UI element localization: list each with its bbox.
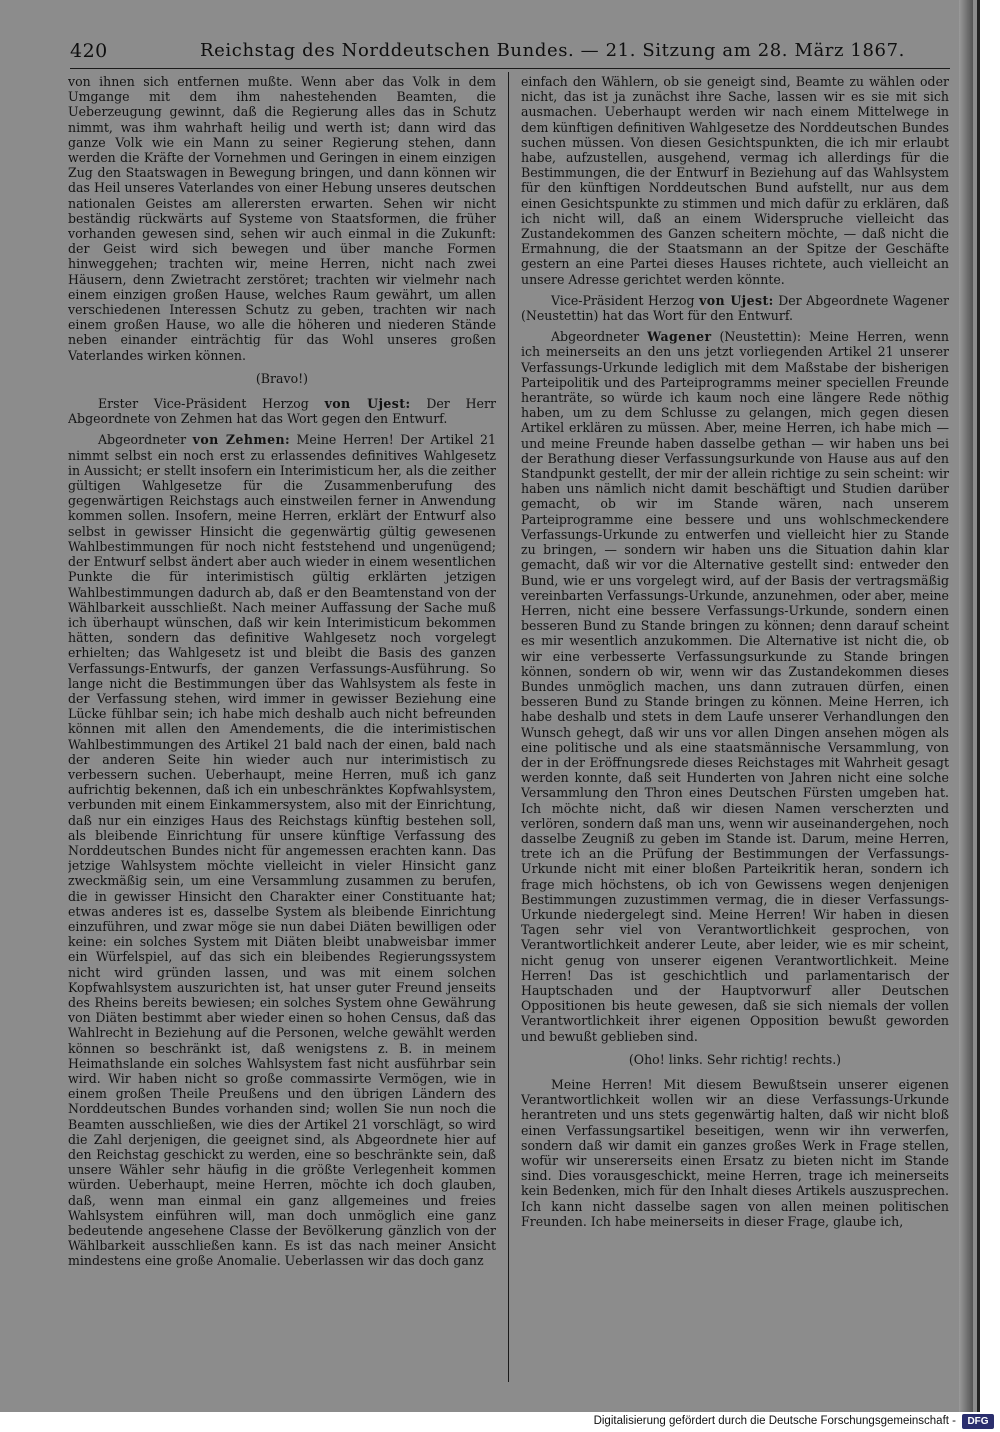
president-title: Vice-Präsident Herzog: [551, 292, 695, 308]
funding-notice: Digitalisierung gefördert durch die Deutsche Forschungsgemeinschaft -: [593, 1415, 956, 1427]
speech-wagener: [521, 329, 949, 1044]
president-announcement-1: [68, 396, 496, 426]
paragraph-last: Meine Herren! Mit diesem Bewußtsein unserer eigenen Verantwortlichkeit wollen wir an diese Verfassungs-Urkunde herantreten und uns stets gegenwärtig halten, daß wir nicht bloß einen Verfassungsartikel beseitigen, wenn wir ihn verwerfen, sondern daß wir damit ein ganzes großes Werk in Frage stellen, wofür wir unsererseits einen Ersatz zu bieten nicht im Stande sind. Dies vorausgeschickt, meine Herren, trage ich meinerseits kein Bedenken, mich für den Inhalt dieses Artikels auszusprechen. Ich kann nicht dasselbe sagen von allen meinen politischen Freunden. Ich habe meinerseits in dieser Frage, glaube ich,: [521, 1077, 949, 1229]
speaker-name: Wagener: [647, 329, 712, 345]
interjection-oho: (Oho! links. Sehr richtig! rechts.): [628, 1051, 842, 1067]
running-title: Reichstag des Norddeutschen Bundes. — 21. Sitzung am 28. März 1867.: [200, 40, 905, 61]
page-header: [70, 40, 950, 66]
president-text: Der Herr Abgeordnete von Zehmen hat das Wort gegen den Entwurf.: [68, 396, 496, 427]
speech-text: (Neustettin): Meine Herren, wenn ich meinerseits an den uns jetzt vorliegenden Artikel 21 unserer Verfassungs-Urkunde lediglich mit dem Maßstabe der bisherigen Parteipolitik und des Parteiprogramms meiner speciellen Freunde heranträte, so würde ich kaum noch eine längere Rede nöthig haben, um zu dem Schlusse zu gelangen, mich gegen diesen Artikel erklären zu müssen. Aber, meine Herren, ich habe mich — und meine Freunde haben dasselbe gethan — wir haben uns bei der Berathung dieser Verfassungsurkunde von Hause aus auf den Standpunkt gestellt, der mir der allein richtige zu sein scheint: wir haben uns nämlich nicht damit beschäftigt und Studien darüber gemacht, ob wir im Stande wären, nach unserem Parteiprogramme eine bessere und uns wohlschmeckendere Verfassungs-Urkunde zu entwerfen und vielleicht hier zu Stande zu bringen, — sondern wir haben uns die Situation dahin klar gemacht, daß wir vor die Alternative gestellt sind: entweder den Bund, wie er uns vorgelegt wird, auf der Basis der vertragsmäßig vereinbarten Verfassungs-Urkunde, anzunehmen, oder aber, meine Herren, nicht eine bessere Verfassungs-Urkunde, sondern einen besseren Bund zu Stande bringen zu können; denn darauf scheint es mir wesentlich anzukommen. Die Alternative ist nicht die, ob wir eine verbesserte Verfassungsurkunde zu Stande bringen können, sondern ob wir, wenn wir das Zustandekommen dieses Bundes unmöglich machen, uns dann zutrauen dürfen, einen besseren Bund zu Stande bringen zu können. Meine Herren, ich habe deshalb und stets in dem Laufe unserer Verhandlungen den Wunsch gehegt, daß wir uns vor allen Dingen ansehen mögen als eine politische und als eine staatsmännische Versammlung, von der in der Eröffnungsrede dieses Reichstages mit Wahrheit gesagt werden konnte, daß seit Hunderten von Jahren nicht eine solche Versammlung den Thron eines Deutschen Fürsten umgeben hat. Ich möchte nicht, daß wir diesen Namen verscherzten und verlören, sondern daß man uns, wenn wir auseinandergehen, noch dasselbe Zeugniß zu geben im Stande ist. Darum, meine Herren, trete ich an die Prüfung der Bestimmungen der Verfassungs-Urkunde nicht mit einer bloßen Parteikritik heran, sondern ich frage mich höchstens, ob ich von Gewissens wegen denjenigen Bestimmungen zuzustimmen vermag, die in dieser Verfassungs-Urkunde niedergelegt sind. Meine Herren! Wir haben in diesen Tagen sehr viel von Verantwortlichkeit gesprochen, von Verantwortlichkeit anderer Leute, aber leider, wie es mir scheint, nicht genug von unserer eigenen Verantwortlichkeit. Meine Herren! Das ist geschichtlich und parlamentarisch der Hauptschaden und der Hauptvorwurf aller Deutschen Oppositionen bis heute gewesen, daß sie sich niemals der vollen Verantwortlichkeit ihrer eigenen Opposition bewußt geworden und bewußt geblieben sind.: [521, 329, 949, 1044]
left-column: [68, 74, 496, 1379]
speaker-title: Abgeordneter: [98, 432, 187, 448]
speaker-name: von Zehmen:: [192, 432, 291, 448]
president-announcement-2: [521, 293, 949, 323]
dfg-logo: DFG: [962, 1414, 994, 1429]
president-title: Erster Vice-Präsident Herzog: [98, 396, 309, 412]
president-text: Der Abgeordnete Wagener (Neustettin) hat das Wort für den Entwurf.: [521, 292, 949, 324]
speech-von-zehmen: [68, 432, 496, 1268]
paragraph-continued: einfach den Wählern, ob sie geneigt sind, Beamte zu wählen oder nicht, das ist ja zunächst ihre Sache, lassen wir es sie mit sich ausmachen. Ueberhaupt werden wir nach einem Mittelwege in dem künftigen definitiven Wahlgesetze des Norddeutschen Bundes suchen müssen. Von diesen Gesichtspunkten, die ich mir erlaubt habe, aufzustellen, ausgehend, vermag ich allerdings für die Bestimmungen, die der Entwurf in Beziehung auf das Wahlsystem für den künftigen Norddeutschen Bund aufstellt, nur aus dem einen Gesichtspunkte zu stimmen und mich dafür zu erklären, daß ich nicht will, daß an einem Widerspruche vielleicht das Zustandekommen des Ganzen scheitern möchte, — daß nicht die Ermahnung, die der Staatsmann an der Spitze der Geschäfte gestern an eine Partei dieses Hauses richtete, auch vielleicht an unsere Adresse gerichtet werden könnte.: [521, 74, 949, 287]
interjection-bravo: (Bravo!): [255, 370, 309, 386]
paragraph-continued: von ihnen sich entfernen mußte. Wenn aber das Volk in dem Umgange mit dem ihm nahestehenden Beamten, die Ueberzeugung gewinnt, daß die Regierung alles das in Schutz nimmt, was ihm wahrhaft heilig und werth ist; dann wird das ganze Volk wie ein Mann zu seiner Regierung stehen, dann werden die Kräfte der Vornehmen und Geringen in einem einzigen Zug den Staatswagen in Bewegung bringen, und dann können wir das Heil unseres Vaterlandes von einer Hebung unseres deutschen nationalen Geistes am allerersten erwarten. Sehen wir nicht beständig rückwärts auf Systeme von Staatsformen, die früher vorhanden gewesen sind, sehen wir auch einmal in die Zukunft: der Geist wird sich bewegen und über manche Formen hinweggehen; trachten wir, meine Herren, nicht nach zwei Häusern, denn Zwietracht zerstöret; trachten wir vielmehr nach einem einzigen großen Hause, welches Raum gewährt, um allen verschiedenen Interessen Schutz zu geben, trachten wir nach einem großen Hause, wo alle die höheren und niederen Stände neben einander einträchtig für das Wohl unseres großen Vaterlandes wirken können.: [68, 74, 496, 363]
header-rule: [70, 68, 950, 69]
president-name: von Ujest:: [324, 396, 411, 412]
right-column: [521, 74, 949, 1379]
president-name: von Ujest:: [699, 292, 774, 308]
column-divider: [508, 72, 509, 1382]
page-edge-shadow: [959, 0, 973, 1412]
speech-text: Meine Herren! Der Artikel 21 nimmt selbst ein noch erst zu erlassendes definitives Wahlgesetz in Aussicht; er stellt insofern ein Interimisticum her, als die zeither gültigen Wahlgesetze für die Zusammenberufung des gegenwärtigen Reichstags auch einstweilen ferner in Anwendung kommen sollen. Insofern, meine Herren, erklärt der Entwurf also selbst in gewisser Hinsicht die gegenwärtig gültig gewesenen Wahlbestimmungen für noch nicht feststehend und ungenügend; der Entwurf selbst ändert aber auch wieder in einem wesentlichen Punkte die für interimistisch gültig erklärten jetzigen Wahlbestimmungen dadurch ab, daß er den Beamtenstand von der Wählbarkeit ausschließt. Nach meiner Auffassung der Sache muß ich überhaupt wünschen, daß wir kein Interimisticum bekommen hätten, sondern das definitive Wahlgesetz noch vorgelegt erhielten; das Wahlgesetz ist und bleibt die Basis des ganzen Verfassungs-Entwurfs, der ganzen Verfassungs-Ausführung. So lange nicht die Bestimmungen über das Wahlsystem als feste in der Verfassung stehen, wird immer in gewisser Beziehung eine Lücke fühlbar sein; ich habe mich deshalb auch nicht befreunden können mit allen den Amendements, die die interimistischen Wahlbestimmungen des Artikel 21 bald nach der einen, bald nach der anderen Seite hin wieder auch nur interimistisch zu verbessern suchen. Ueberhaupt, meine Herren, muß ich ganz aufrichtig bekennen, daß ich ein unbeschränktes Kopfwahlsystem, verbunden mit einem Einkammersystem, also mit der Einrichtung, daß nur ein einziges Haus des Reichstags künftig bestehen soll, als bleibende Einrichtung für unsere künftige Verfassung des Norddeutschen Bundes nicht für angemessen erachten kann. Das jetzige Wahlsystem möchte vielleicht in vieler Hinsicht ganz zweckmäßig sein, um eine Versammlung zusammen zu berufen, die in gewisser Hinsicht den Charakter einer Constituante hat; etwas anderes ist es, dasselbe System als bleibende Einrichtung einzuführen, und zwar möge sie nun dabei Diäten bewilligen oder keine: ein solches System mit Diäten bleibt unabweisbar immer ein Würfelspiel, auf das sich ein bleibendes Regierungssystem nicht wird gründen lassen, und was mit einem solchen Kopfwahlsystem auszurichten ist, hat unser guter Freund jenseits des Rheins bereits bewiesen; ein solches System ohne Gewährung von Diäten bestimmt aber wieder einen so hohen Census, daß das Wahlrecht in Beziehung auf die Personen, welche gewählt werden können so beschränkt ist, daß wenigstens z. B. in meinem Heimathslande ein solches Wahlsystem fast nicht ausführbar sein wird. Wir haben nicht so große commassirte Vermögen, wie in einem großen Theile Preußens und den übrigen Ländern des Norddeutschen Bundes vorhanden sind; wollen Sie nun noch die Beamten ausschließen, wie dies der Artikel 21 vorschlägt, so wird die Zahl derjenigen, die geeignet sind, als Abgeordnete hier auf den Reichstag geschickt zu werden, eine so beschränkte sein, daß unsere Wähler sehr häufig in die größte Verlegenheit kommen würden. Ueberhaupt, meine Herren, möchte ich doch glauben, daß, wenn man einmal ein ganz allgemeines und freies Wahlsystem einführen will, man doch unmöglich eine ganz bedeutende angesehene Classe der Bevölkerung gänzlich von der Wählbarkeit ausschließen kann. Es ist das nach meiner Ansicht mindestens eine große Anomalie. Ueberlassen wir das doch ganz: [68, 432, 496, 1269]
digitization-footer: [0, 1412, 1000, 1432]
page-number: 420: [70, 40, 108, 62]
speaker-title: Abgeordneter: [551, 329, 640, 345]
